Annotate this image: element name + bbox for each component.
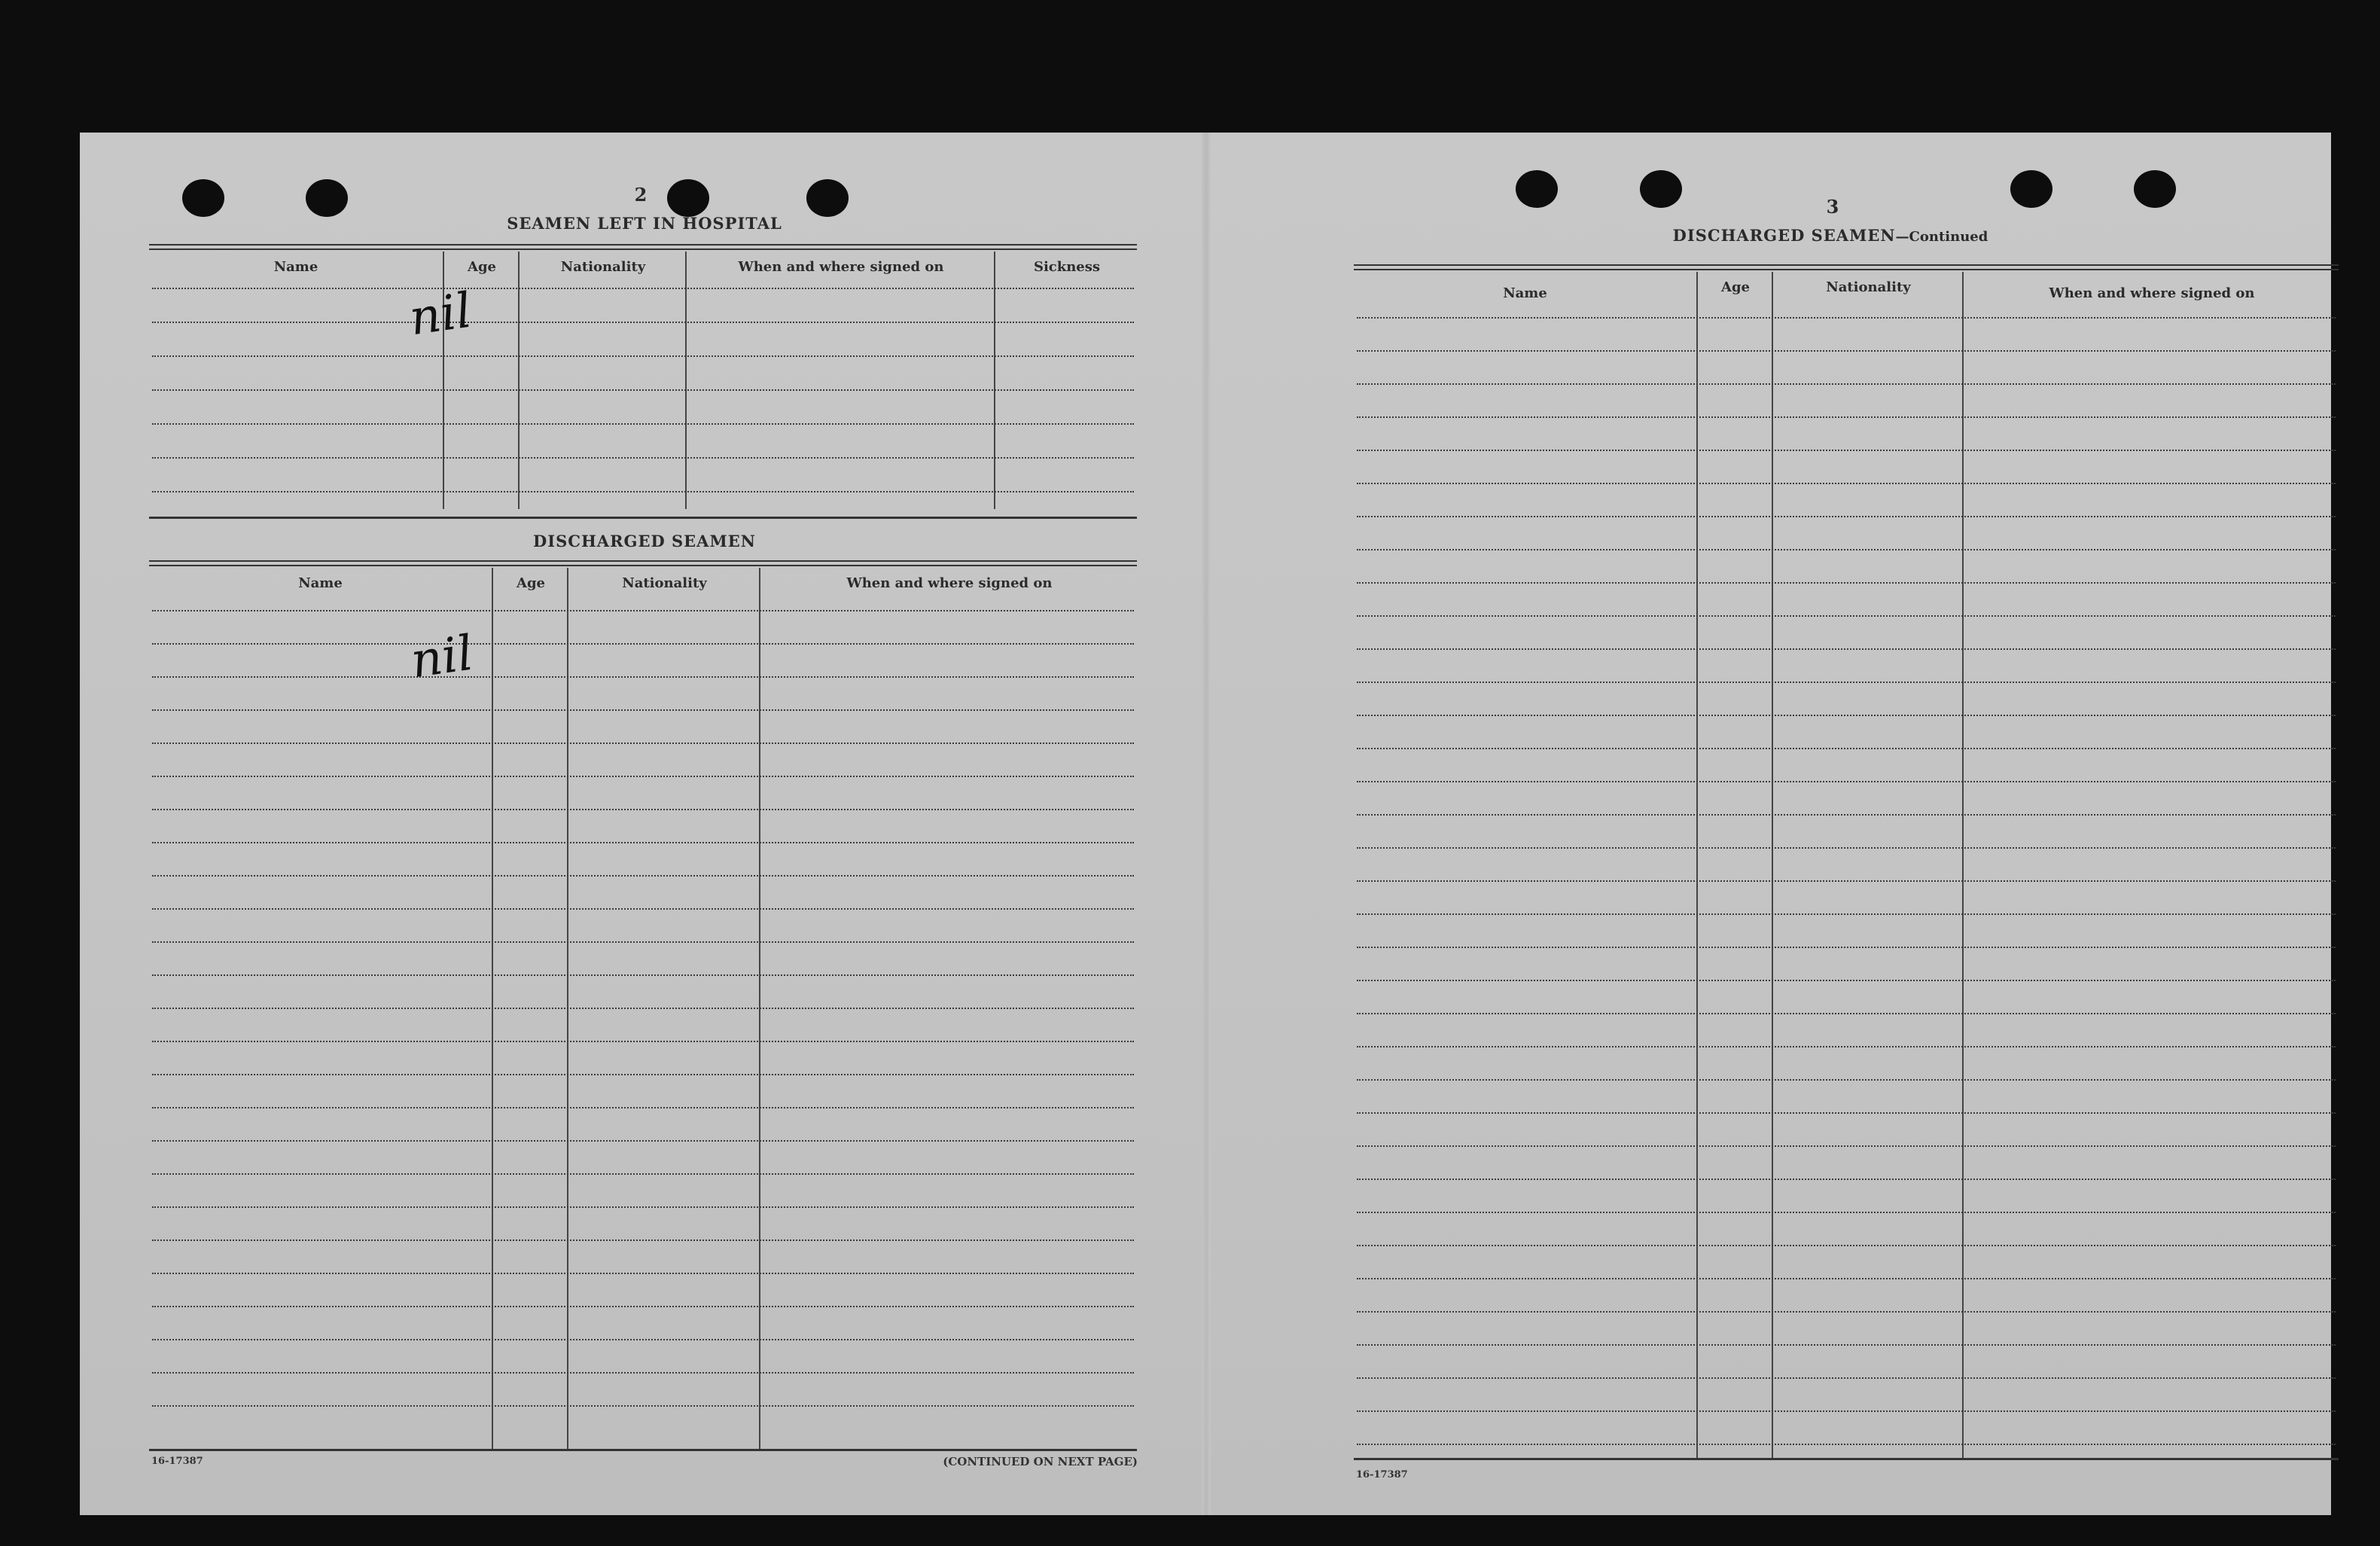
form-number: 16-17387 bbox=[1356, 1469, 1408, 1480]
column-header: Name bbox=[273, 259, 318, 275]
continued-note: (CONTINUED ON NEXT PAGE) bbox=[943, 1455, 1138, 1468]
row-line bbox=[1357, 450, 2336, 451]
row-line bbox=[152, 809, 1134, 810]
sickness-column bbox=[994, 252, 1138, 509]
row-line bbox=[1357, 913, 2336, 915]
row-line bbox=[152, 875, 1134, 877]
row-line bbox=[1357, 847, 2336, 849]
row-line bbox=[152, 676, 1134, 678]
row-line bbox=[152, 389, 1134, 391]
column-header: Nationality bbox=[622, 575, 707, 591]
row-line bbox=[152, 423, 1134, 425]
row-line bbox=[152, 643, 1134, 645]
row-line bbox=[1357, 648, 2336, 650]
row-line bbox=[152, 1306, 1134, 1307]
signed-on-column bbox=[685, 252, 995, 509]
column-header: Age bbox=[516, 575, 545, 591]
section-rule bbox=[149, 560, 1137, 566]
row-line bbox=[1357, 781, 2336, 782]
left-page bbox=[80, 133, 1205, 1515]
row-line bbox=[1357, 1013, 2336, 1014]
row-line bbox=[1357, 682, 2336, 683]
discharged-continued-title bbox=[1567, 226, 2094, 245]
column-header: When and where signed on bbox=[738, 259, 944, 275]
discharged-section-title: DISCHARGED SEAMEN bbox=[533, 532, 756, 550]
section-rule bbox=[149, 244, 1137, 250]
row-line bbox=[152, 1173, 1134, 1175]
row-line bbox=[1357, 416, 2336, 418]
nationality-column bbox=[518, 252, 687, 509]
row-line bbox=[152, 776, 1134, 777]
column-header: Name bbox=[1503, 285, 1547, 301]
row-line bbox=[152, 1372, 1134, 1374]
row-line bbox=[1357, 1311, 2336, 1313]
column-header: Age bbox=[1720, 279, 1750, 295]
row-line bbox=[152, 288, 1134, 289]
row-line bbox=[152, 1240, 1134, 1241]
hospital-section-title: SEAMEN LEFT IN HOSPITAL bbox=[507, 214, 782, 233]
row-line bbox=[152, 1206, 1134, 1208]
row-line bbox=[1357, 947, 2336, 948]
row-line bbox=[1357, 1046, 2336, 1047]
row-line bbox=[1357, 814, 2336, 816]
row-line bbox=[152, 610, 1134, 611]
discharged-continued-table bbox=[1354, 272, 2339, 1458]
row-line bbox=[1357, 980, 2336, 981]
row-line bbox=[1357, 516, 2336, 517]
column-header: When and where signed on bbox=[2049, 285, 2255, 301]
name-column bbox=[149, 252, 443, 509]
row-line bbox=[1357, 1278, 2336, 1279]
row-line bbox=[1357, 582, 2336, 584]
row-line bbox=[1357, 350, 2336, 352]
section-rule bbox=[1354, 1458, 2339, 1460]
row-line bbox=[152, 1074, 1134, 1075]
manifest-sheet bbox=[80, 133, 2331, 1515]
form-number: 16-17387 bbox=[151, 1456, 203, 1467]
handwritten-entry: nil bbox=[407, 625, 477, 690]
row-line bbox=[152, 1405, 1134, 1407]
row-line bbox=[152, 491, 1134, 492]
row-line bbox=[1357, 1145, 2336, 1147]
column-header: Age bbox=[467, 259, 496, 275]
row-line bbox=[1357, 549, 2336, 550]
hospital-table bbox=[149, 252, 1137, 509]
section-rule bbox=[1354, 264, 2339, 270]
row-line bbox=[1357, 1179, 2336, 1180]
column-header: When and where signed on bbox=[846, 575, 1053, 591]
row-line bbox=[152, 1008, 1134, 1009]
column-header: Nationality bbox=[1826, 279, 1911, 295]
column-header: Sickness bbox=[1033, 259, 1101, 275]
row-line bbox=[152, 457, 1134, 459]
row-line bbox=[152, 1140, 1134, 1142]
row-line bbox=[152, 709, 1134, 711]
row-line bbox=[1357, 317, 2336, 319]
row-line bbox=[1357, 483, 2336, 484]
row-line bbox=[152, 1339, 1134, 1340]
column-header: Name bbox=[298, 575, 343, 591]
title-main: DISCHARGED SEAMEN bbox=[1672, 226, 1896, 245]
row-line bbox=[152, 355, 1134, 357]
row-line bbox=[1357, 1444, 2336, 1445]
row-line bbox=[1357, 1079, 2336, 1081]
handwritten-entry: nil bbox=[406, 282, 475, 347]
row-line bbox=[1357, 748, 2336, 749]
row-line bbox=[152, 974, 1134, 976]
discharged-table bbox=[149, 568, 1137, 1449]
row-line bbox=[1357, 715, 2336, 716]
row-line bbox=[1357, 1212, 2336, 1213]
row-line bbox=[1357, 383, 2336, 385]
page-number: 3 bbox=[1826, 196, 1839, 218]
row-line bbox=[152, 941, 1134, 943]
row-line bbox=[152, 842, 1134, 843]
row-line bbox=[1357, 1410, 2336, 1412]
row-line bbox=[1357, 880, 2336, 882]
row-line bbox=[152, 1107, 1134, 1108]
right-page bbox=[1205, 133, 2331, 1515]
section-rule bbox=[149, 1449, 1137, 1451]
row-line bbox=[1357, 1377, 2336, 1379]
title-suffix: —Continued bbox=[1895, 229, 1988, 245]
row-line bbox=[152, 322, 1134, 323]
page-number: 2 bbox=[634, 184, 648, 206]
row-line bbox=[152, 1273, 1134, 1274]
column-header: Nationality bbox=[560, 259, 646, 275]
section-rule bbox=[149, 517, 1137, 519]
row-line bbox=[1357, 1344, 2336, 1346]
row-line bbox=[152, 743, 1134, 744]
row-line bbox=[152, 1041, 1134, 1042]
row-line bbox=[1357, 615, 2336, 617]
row-line bbox=[1357, 1112, 2336, 1114]
row-line bbox=[1357, 1245, 2336, 1246]
row-line bbox=[152, 908, 1134, 910]
